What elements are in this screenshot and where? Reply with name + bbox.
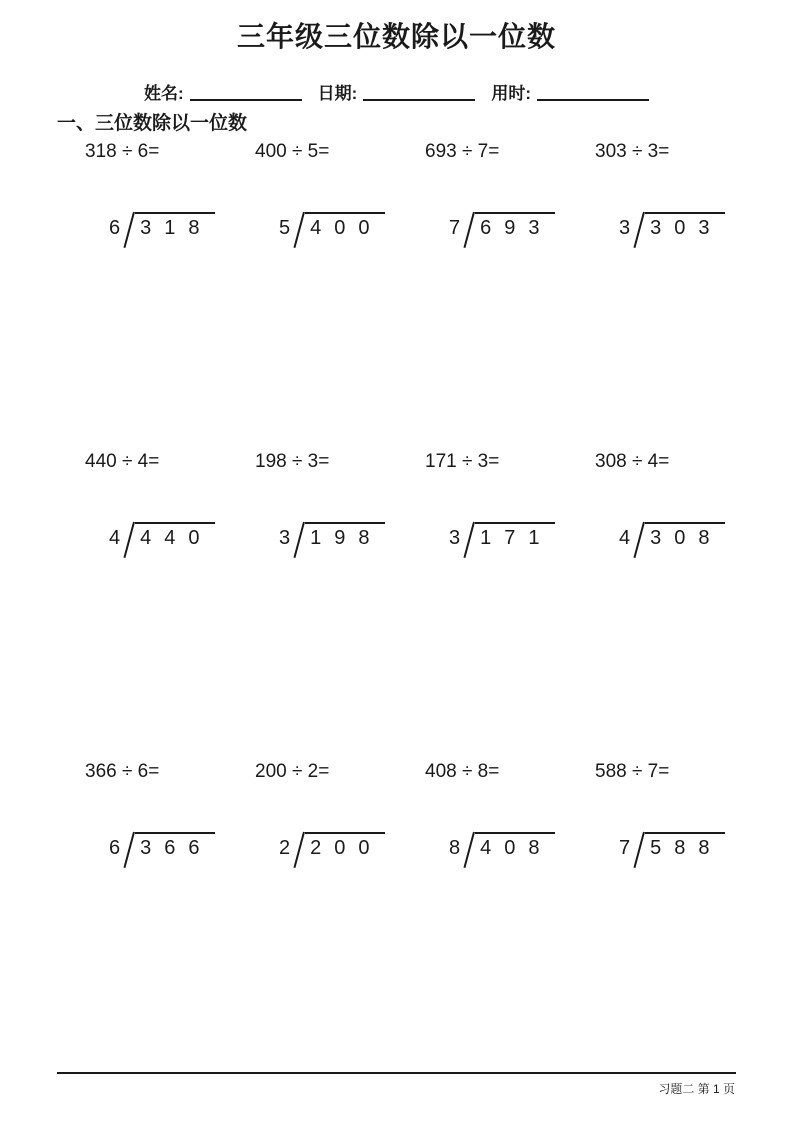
long-division-divisor: 5 xyxy=(279,217,291,239)
division-equation: 200 ÷ 2= xyxy=(255,761,330,782)
date-field-label: 日期: xyxy=(317,84,358,103)
long-division xyxy=(279,522,425,550)
long-division-divisor: 7 xyxy=(449,217,461,239)
long-division-divisor: 4 xyxy=(619,527,631,549)
long-division-divisor: 8 xyxy=(449,837,461,859)
date-blank-line xyxy=(363,99,475,101)
long-division-divisor: 6 xyxy=(109,837,121,859)
page-title: 三年级三位数除以一位数 xyxy=(236,21,556,52)
problem-cell xyxy=(85,761,255,1071)
division-equation: 308 ÷ 4= xyxy=(595,451,670,472)
time-field-label: 用时: xyxy=(491,84,531,103)
long-division-divisor: 3 xyxy=(279,527,291,549)
problem-cell xyxy=(85,141,255,451)
division-equation: 400 ÷ 5= xyxy=(255,141,330,162)
division-equation: 693 ÷ 7= xyxy=(425,141,500,162)
long-division-dividend: 366 xyxy=(135,832,214,860)
long-division-divisor: 6 xyxy=(109,217,121,239)
header-fields-row xyxy=(0,84,793,104)
long-division xyxy=(109,522,255,550)
page-number: 习题二 第 1 页 xyxy=(658,1082,735,1096)
time-blank-line xyxy=(537,99,649,101)
name-blank-line xyxy=(190,99,302,101)
problem-cell xyxy=(425,451,595,761)
problem-cell xyxy=(595,761,765,1071)
long-division-dividend: 408 xyxy=(475,832,554,860)
long-division-divisor: 2 xyxy=(279,837,291,859)
section-title: 一、三位数除以一位数 xyxy=(57,113,248,134)
long-division-dividend: 318 xyxy=(135,212,214,240)
problem-cell xyxy=(255,451,425,761)
division-equation: 440 ÷ 4= xyxy=(85,451,160,472)
long-division-divisor: 3 xyxy=(619,217,631,239)
division-equation: 366 ÷ 6= xyxy=(85,761,160,782)
long-division-dividend: 200 xyxy=(305,832,384,860)
division-equation: 318 ÷ 6= xyxy=(85,141,160,162)
problem-cell xyxy=(595,451,765,761)
division-equation: 588 ÷ 7= xyxy=(595,761,670,782)
long-division-dividend: 308 xyxy=(645,522,724,550)
long-division xyxy=(449,522,595,550)
long-division-divisor: 3 xyxy=(449,527,461,549)
long-division-dividend: 198 xyxy=(305,522,384,550)
long-division xyxy=(619,832,765,860)
long-division xyxy=(449,832,595,860)
long-division-divisor: 7 xyxy=(619,837,631,859)
division-equation: 171 ÷ 3= xyxy=(425,451,500,472)
division-equation: 408 ÷ 8= xyxy=(425,761,500,782)
problem-cell xyxy=(85,451,255,761)
name-field-label: 姓名: xyxy=(143,84,184,103)
problem-cell xyxy=(255,141,425,451)
long-division-dividend: 171 xyxy=(475,522,554,550)
problem-cell xyxy=(255,761,425,1071)
long-division-dividend: 440 xyxy=(135,522,214,550)
long-division-dividend: 693 xyxy=(475,212,554,240)
footer-rule xyxy=(57,1072,736,1074)
problem-cell xyxy=(425,141,595,451)
problem-cell xyxy=(425,761,595,1071)
long-division xyxy=(109,212,255,240)
long-division xyxy=(449,212,595,240)
long-division-divisor: 4 xyxy=(109,527,121,549)
long-division-dividend: 588 xyxy=(645,832,724,860)
long-division xyxy=(619,212,765,240)
long-division xyxy=(619,522,765,550)
problems-grid xyxy=(85,141,793,1071)
long-division-dividend: 400 xyxy=(305,212,384,240)
division-equation: 303 ÷ 3= xyxy=(595,141,670,162)
division-equation: 198 ÷ 3= xyxy=(255,451,330,472)
long-division xyxy=(279,832,425,860)
long-division xyxy=(109,832,255,860)
long-division-dividend: 303 xyxy=(645,212,724,240)
problem-cell xyxy=(595,141,765,451)
long-division xyxy=(279,212,425,240)
